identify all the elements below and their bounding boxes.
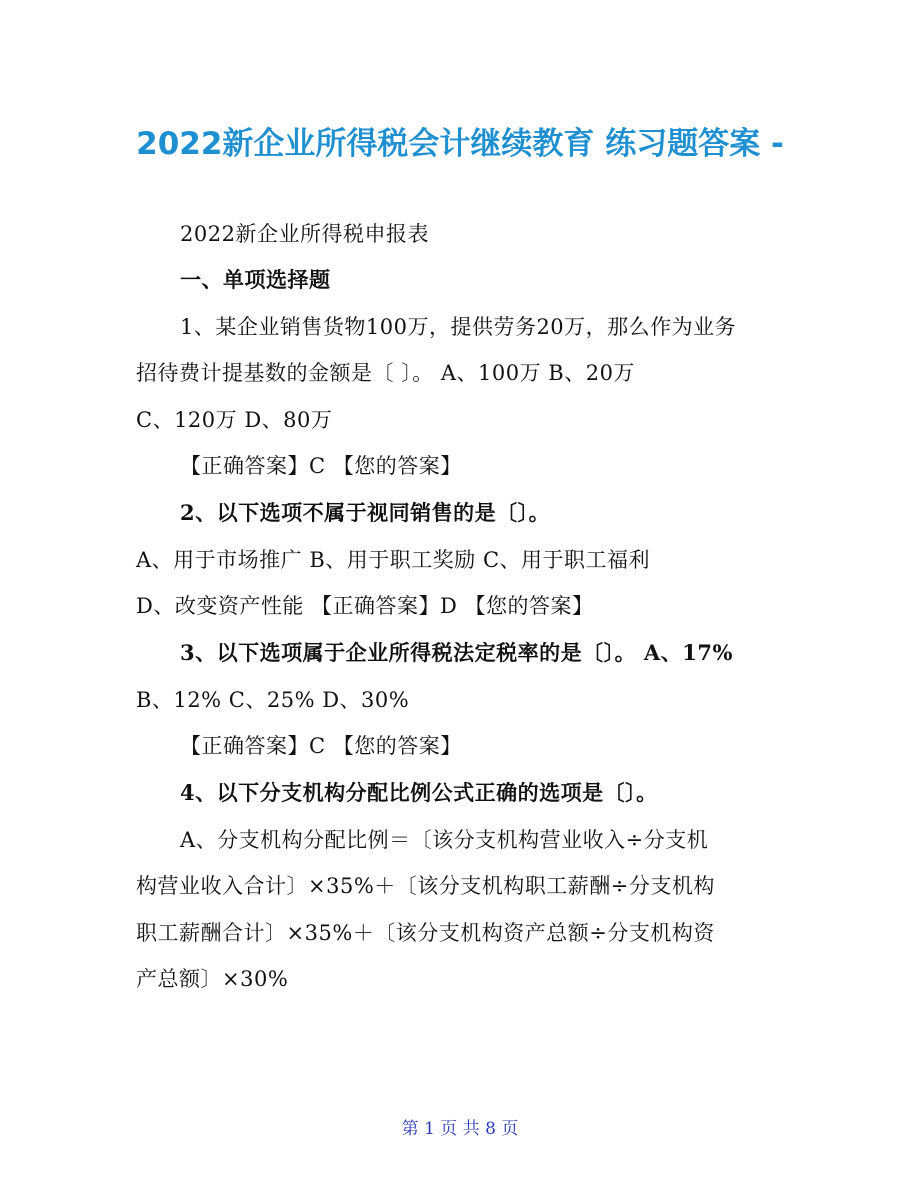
q4-option-a-line-3: 职工薪酬合计〕×35%＋〔该分支机构资产总额÷分支机构资 (136, 921, 715, 945)
page-footer: 第 1 页 共 8 页 (401, 1119, 519, 1139)
q3-line-2: B、12% C、25% D、30% (136, 688, 410, 712)
q2-line-1: 2、以下选项不属于视同销售的是〔〕。 (180, 500, 551, 525)
q3-line-1: 3、以下选项属于企业所得税法定税率的是〔〕。 A、17% (180, 640, 733, 665)
q1-line-3: C、120万 D、80万 (136, 408, 333, 432)
q1-answer: 【正确答案】C 【您的答案】 (180, 454, 462, 478)
q2-line-3: D、改变资产性能 【正确答案】D 【您的答案】 (136, 594, 594, 618)
q4-option-a-line-2: 构营业收入合计〕×35%＋〔该分支机构职工薪酬÷分支机构 (136, 874, 715, 898)
subtitle: 2022新企业所得税申报表 (180, 222, 429, 246)
q3-answer: 【正确答案】C 【您的答案】 (180, 734, 462, 758)
document-title: 2022新企业所得税会计继续教育 练习题答案 - (136, 126, 784, 162)
q1-line-1: 1、某企业销售货物100万，提供劳务20万，那么作为业务 (180, 315, 737, 339)
section-heading: 一、单项选择题 (180, 267, 331, 292)
q2-line-2: A、用于市场推广 B、用于职工奖励 C、用于职工福利 (136, 548, 651, 572)
q4-option-a-line-1: A、分支机构分配比例＝〔该分支机构营业收入÷分支机 (180, 828, 709, 852)
q4-option-a-line-4: 产总额〕×30% (136, 967, 289, 991)
q1-line-2: 招待费计提基数的金额是〔 〕。 A、100万 B、20万 (136, 361, 635, 385)
q4-line-1: 4、以下分支机构分配比例公式正确的选项是〔〕。 (180, 780, 658, 805)
